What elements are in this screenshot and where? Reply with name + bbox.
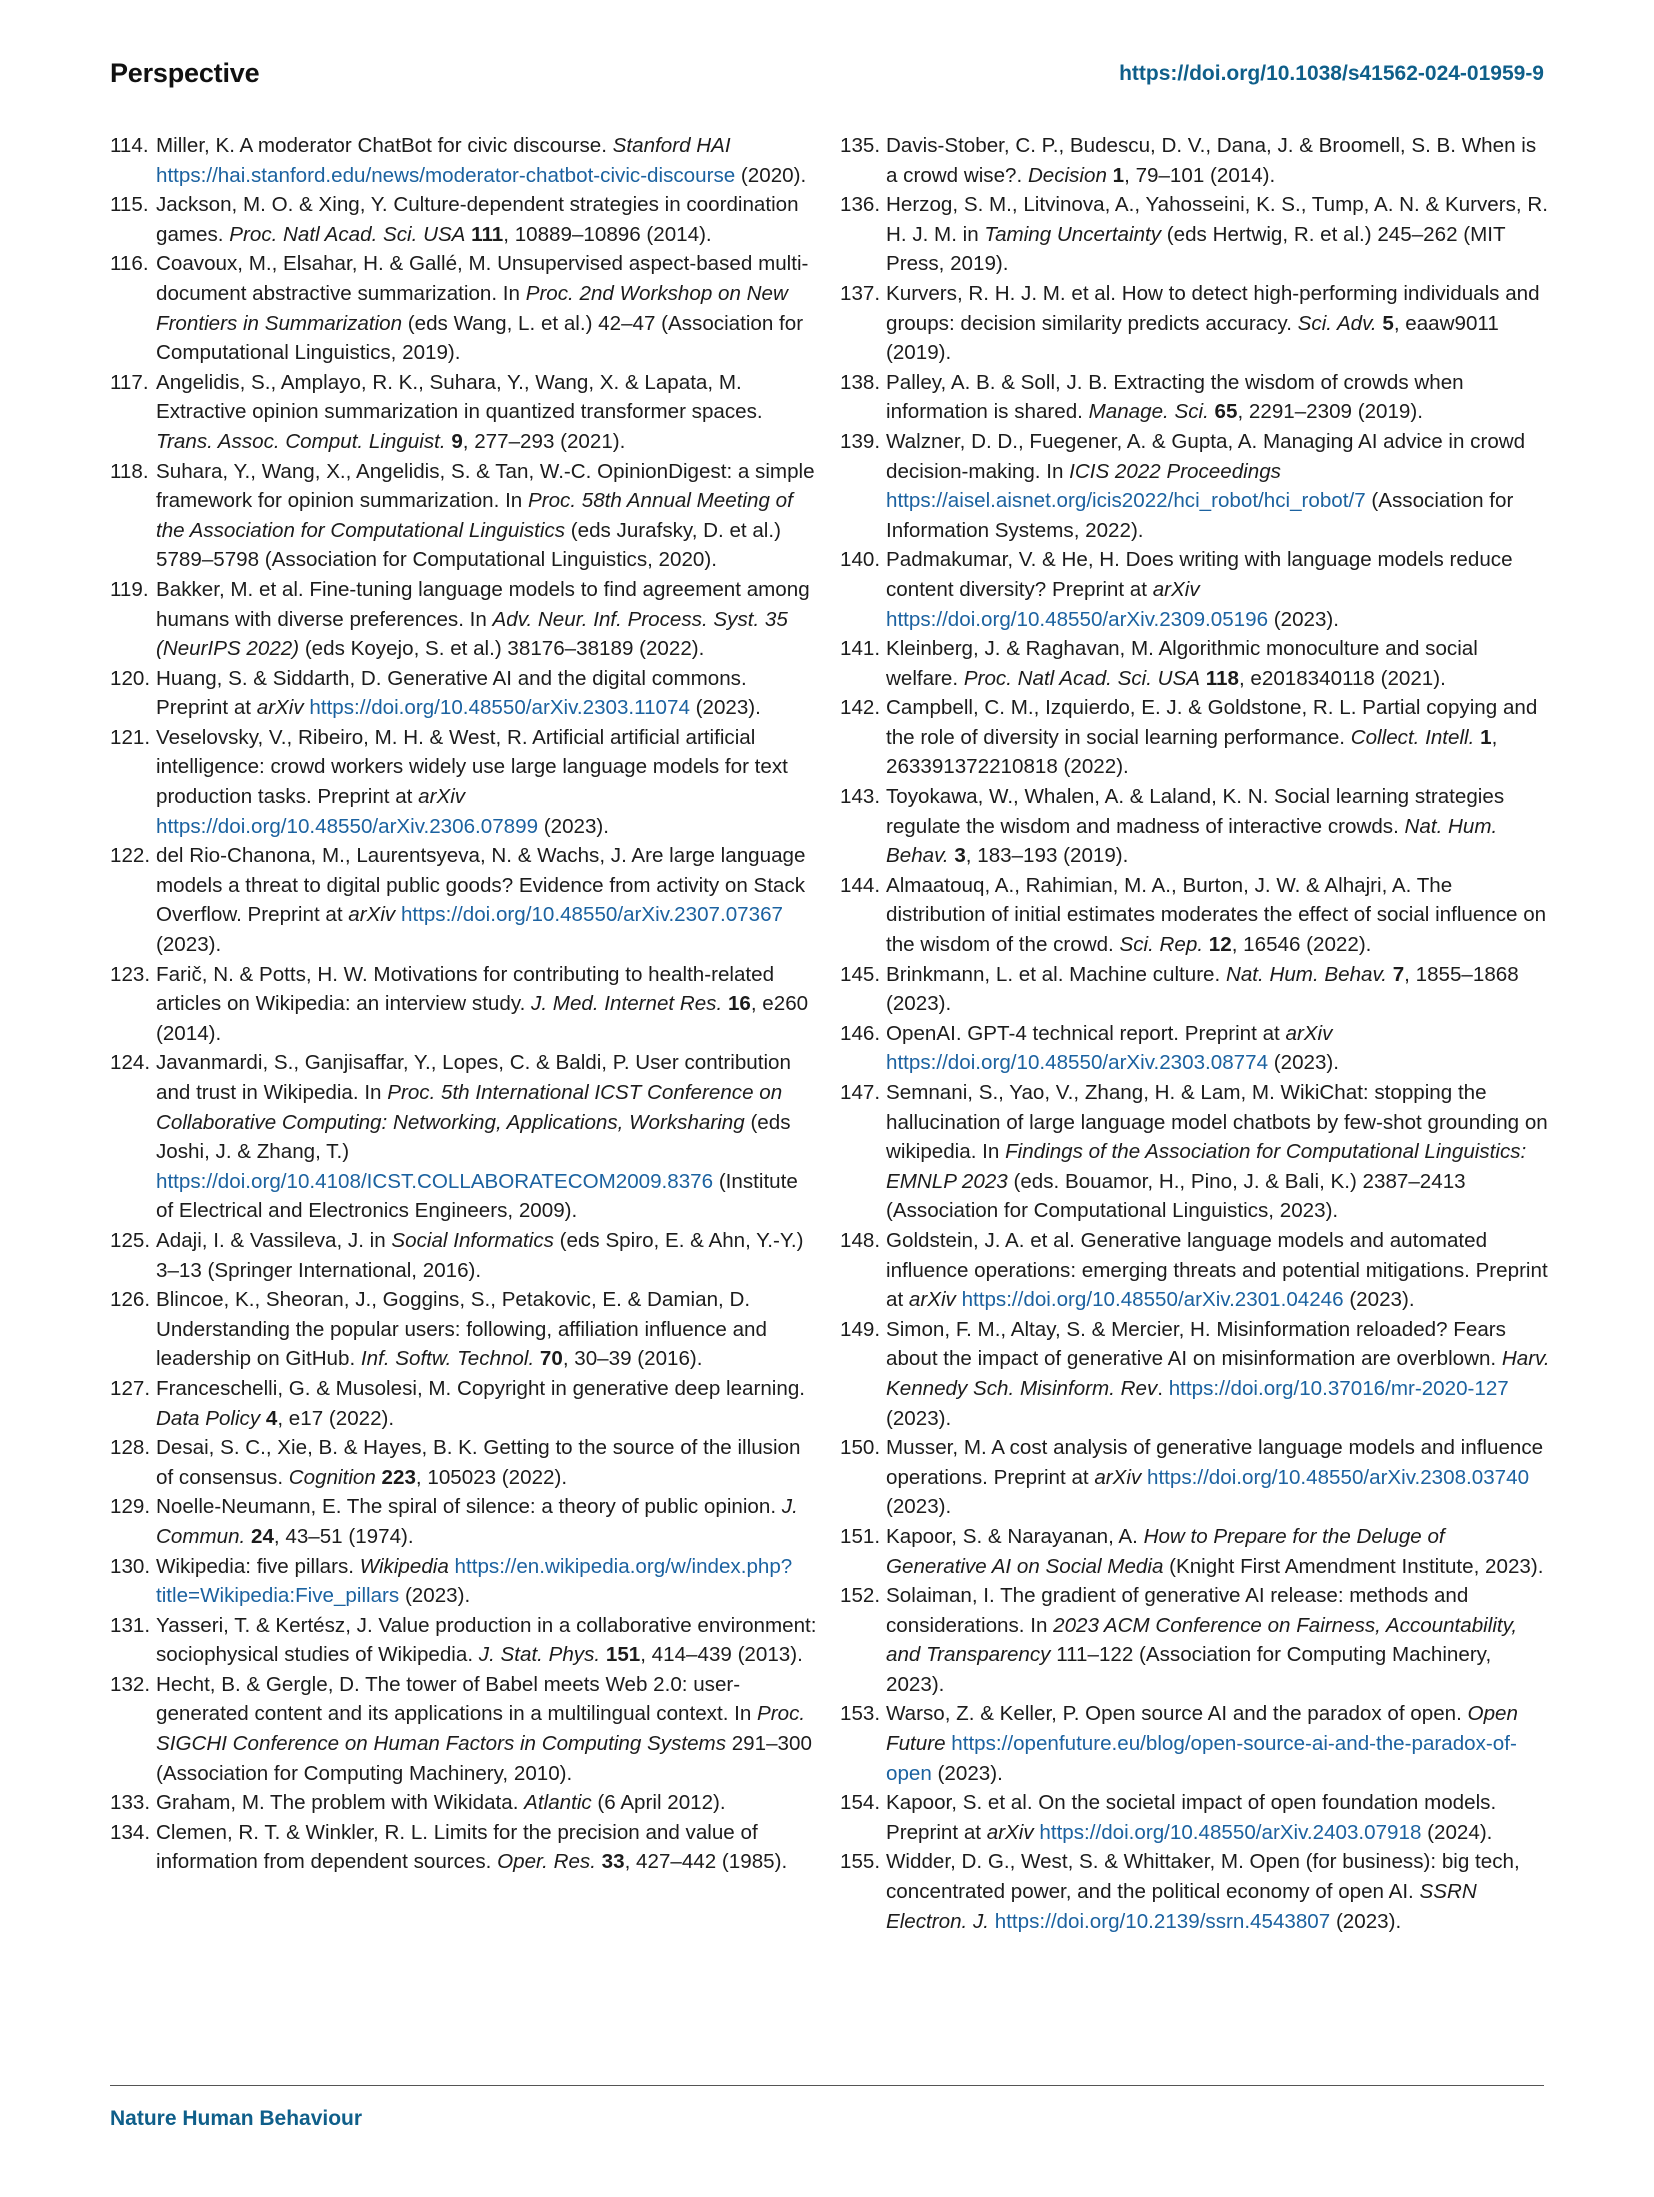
reference-number: 121. [110, 725, 151, 749]
reference-segment: . [1157, 1376, 1169, 1400]
reference-item [110, 1670, 820, 1788]
reference-segment: (2023). [538, 814, 610, 838]
reference-link[interactable]: https://doi.org/10.48550/arXiv.2303.11074 [309, 696, 690, 720]
reference-number: 142. [840, 696, 881, 720]
reference-item [110, 1492, 820, 1551]
reference-italic-text: Data Policy [156, 1406, 261, 1430]
reference-item [840, 1522, 1550, 1581]
reference-italic-text: arXiv [1285, 1021, 1333, 1045]
reference-link[interactable]: https://doi.org/10.37016/mr-2020-127 [1168, 1376, 1509, 1400]
reference-text [156, 1229, 804, 1282]
reference-volume: 12 [1208, 933, 1232, 957]
reference-italic-text: arXiv [1152, 577, 1200, 601]
reference-text [886, 696, 1537, 778]
reference-number: 145. [840, 962, 881, 986]
reference-segment: Semnani, S., Yao, V., Zhang, H. & Lam, M. WikiChat: stopping the hallucination of large language model chatbots by few-shot grounding on wikipedia. In [886, 1081, 1548, 1164]
reference-text [156, 667, 761, 720]
reference-segment: Kleinberg, J. & Raghavan, M. Algorithmic monoculture and social welfare. [886, 637, 1478, 690]
reference-italic-text: arXiv [256, 696, 304, 720]
reference-segment: Walzner, D. D., Fuegener, A. & Gupta, A. Managing AI advice in crowd decision-making. In [886, 429, 1526, 483]
reference-segment: (2023). [1268, 1051, 1340, 1075]
reference-item [110, 1788, 820, 1818]
reference-italic-text: J. Med. Internet Res. [531, 992, 723, 1016]
reference-number: 123. [110, 962, 151, 986]
reference-segment: (Knight First Amendment Institute, 2023). [1163, 1554, 1544, 1578]
reference-segment: Jackson, M. O. & Xing, Y. Culture-dependent strategies in coordination games. [156, 193, 799, 246]
reference-segment: Noelle-Neumann, E. The spiral of silence: a theory of public opinion. [156, 1495, 782, 1519]
reference-item [110, 457, 820, 575]
reference-number: 148. [840, 1228, 881, 1252]
reference-item [110, 1374, 820, 1433]
reference-segment: , eaaw9011 (2019). [886, 311, 1499, 365]
reference-segment: Javanmardi, S., Ganjisaffar, Y., Lopes, C. & Baldi, P. User contribution and trust in Wikipedia. In [156, 1051, 791, 1104]
reference-italic-text: Social Informatics [391, 1228, 554, 1252]
reference-italic-text: Trans. Assoc. Comput. Linguist. [156, 429, 446, 453]
reference-italic-text: Taming Uncertainty [984, 222, 1162, 246]
reference-segment: , 79–101 (2014). [1124, 163, 1276, 187]
reference-text [156, 578, 810, 660]
reference-segment: , 16546 (2022). [1231, 933, 1372, 957]
reference-italic-text: Inf. Softw. Technol. [360, 1347, 535, 1371]
reference-segment: , 263391372210818 (2022). [886, 725, 1498, 779]
reference-italic-text: Proc. 2nd Workshop on New Frontiers in Summarization [156, 281, 788, 335]
reference-item [840, 131, 1550, 190]
reference-text [886, 193, 1548, 275]
reference-segment: , 183–193 (2019). [965, 844, 1129, 868]
reference-number: 122. [110, 844, 151, 868]
reference-item [840, 1315, 1550, 1433]
reference-italic-text: arXiv [418, 785, 466, 809]
reference-item [840, 693, 1550, 782]
reference-item [840, 427, 1550, 545]
reference-link[interactable]: https://doi.org/10.48550/arXiv.2307.07367 [400, 903, 783, 927]
reference-segment: Goldstein, J. A. et al. Generative language models and automated influence operations: emerging threats and potential mitigations. Preprint at [886, 1228, 1548, 1312]
reference-item [110, 1552, 820, 1611]
reference-segment: Suhara, Y., Wang, X., Angelidis, S. & Tan, W.-C. OpinionDigest: a simple framework for opinion summarization. In [156, 459, 815, 513]
reference-link[interactable]: https://doi.org/10.48550/arXiv.2303.08774 [886, 1051, 1269, 1075]
reference-item [840, 279, 1550, 368]
reference-segment: (Institute of Electrical and Electronics Engineers, 2009). [156, 1169, 798, 1223]
reference-volume: 118 [1205, 666, 1239, 690]
reference-segment: (eds. Bouamor, H., Pino, J. & Bali, K.) 2387–2413 (Association for Computational Linguistics, 2023). [886, 1169, 1466, 1223]
reference-number: 126. [110, 1288, 151, 1312]
reference-text [156, 963, 808, 1045]
reference-segment: (2023). [689, 696, 761, 720]
reference-italic-text: Harv. Kennedy Sch. Misinform. Rev [886, 1347, 1550, 1400]
reference-text [886, 1022, 1339, 1075]
reference-link[interactable]: https://doi.org/10.48550/arXiv.2403.07918 [1039, 1820, 1422, 1844]
reference-segment: (eds Spiro, E. & Ahn, Y.-Y.) 3–13 (Springer International, 2016). [156, 1228, 804, 1282]
reference-text [886, 1081, 1548, 1222]
reference-number: 146. [840, 1021, 881, 1045]
reference-link[interactable]: https://hai.stanford.edu/news/moderator-chatbot-civic-discourse [156, 163, 736, 187]
reference-segment: , 2291–2309 (2019). [1237, 400, 1423, 424]
reference-text [156, 1495, 798, 1548]
reference-italic-text: Nat. Hum. Behav. [1225, 962, 1387, 986]
reference-number: 134. [110, 1820, 151, 1844]
reference-number: 152. [840, 1584, 881, 1608]
reference-italic-text: Open Future [886, 1702, 1518, 1756]
reference-segment: Huang, S. & Siddarth, D. Generative AI and the digital commons. Preprint at [156, 666, 747, 720]
reference-italic-text: Collect. Intell. [1350, 725, 1475, 749]
reference-number: 140. [840, 548, 881, 572]
reference-segment: , 1855–1868 (2023). [886, 962, 1519, 1016]
reference-italic-text: arXiv [348, 903, 396, 927]
reference-number: 124. [110, 1051, 151, 1075]
reference-segment: , 277–293 (2021). [462, 429, 626, 453]
page-header [110, 58, 1544, 98]
reference-segment: Blincoe, K., Sheoran, J., Goggins, S., Petakovic, E. & Damian, D. Understanding the popular users: following, affiliation influence and leadership on GitHub. [156, 1288, 767, 1371]
reference-segment: (eds Koyejo, S. et al.) 38176–38189 (2022). [299, 637, 705, 661]
reference-number: 120. [110, 666, 151, 690]
reference-item [840, 782, 1550, 871]
reference-number: 115. [110, 193, 149, 217]
reference-segment: , 105023 (2022). [415, 1465, 568, 1489]
reference-item [840, 634, 1550, 693]
reference-segment: , e17 (2022). [277, 1406, 395, 1430]
reference-number: 128. [110, 1436, 151, 1460]
reference-segment: , 43–51 (1974). [273, 1524, 414, 1548]
reference-item [840, 190, 1550, 279]
reference-volume: 111 [471, 222, 504, 246]
reference-segment: Graham, M. The problem with Wikidata. [156, 1791, 525, 1815]
reference-segment: Kapoor, S. et al. On the societal impact of open foundation models. Preprint at [886, 1791, 1497, 1844]
reference-segment: , 414–439 (2013). [640, 1643, 803, 1667]
reference-number: 129. [110, 1495, 151, 1519]
reference-segment: Campbell, C. M., Izquierdo, E. J. & Goldstone, R. L. Partial copying and the role of diversity in social learning performance. [886, 696, 1538, 749]
reference-number: 118. [110, 459, 149, 483]
reference-text [156, 1791, 726, 1814]
reference-text [886, 548, 1513, 630]
reference-link[interactable]: https://doi.org/10.2139/ssrn.4543807 [994, 1909, 1331, 1933]
reference-segment: (eds Jurafsky, D. et al.) 5789–5798 (Association for Computational Linguistics, 2020). [156, 518, 781, 572]
reference-italic-text: SSRN Electron. J. [886, 1880, 1477, 1933]
reference-text [886, 785, 1504, 867]
reference-italic-text: 2023 ACM Conference on Fairness, Accountability, and Transparency [886, 1613, 1518, 1667]
reference-item [840, 1226, 1550, 1315]
reference-text [886, 430, 1525, 542]
reference-number: 150. [840, 1436, 881, 1460]
journal-name: Nature Human Behaviour [110, 2107, 363, 2130]
reference-segment: Miller, K. A moderator ChatBot for civic discourse. [156, 134, 613, 157]
reference-item [840, 1699, 1550, 1788]
reference-item [840, 1581, 1550, 1699]
reference-number: 135. [840, 134, 881, 157]
reference-number: 117. [110, 370, 149, 394]
reference-item [110, 575, 820, 664]
reference-segment: 111–122 (Association for Computing Machinery, 2023). [886, 1643, 1492, 1696]
reference-text [886, 1584, 1517, 1696]
reference-list-left [110, 131, 820, 1877]
reference-text [156, 1288, 767, 1370]
reference-segment: , e2018340118 (2021). [1238, 666, 1446, 690]
reference-segment: Wikipedia: five pillars. [156, 1554, 360, 1578]
reference-item [110, 723, 820, 841]
reference-segment: (2023). [1343, 1288, 1415, 1312]
reference-item [110, 368, 820, 457]
reference-item [840, 1078, 1550, 1226]
reference-segment: , 427–442 (1985). [624, 1850, 788, 1874]
reference-text [156, 1673, 812, 1785]
reference-number: 131. [110, 1613, 151, 1637]
reference-link[interactable]: https://openfuture.eu/blog/open-source-ai-and-the-paradox-of-open [886, 1732, 1517, 1785]
reference-number: 136. [840, 193, 881, 217]
reference-text [886, 1229, 1548, 1311]
reference-list-right [840, 131, 1550, 1936]
reference-segment: (2020). [735, 163, 807, 187]
reference-item [110, 841, 820, 959]
reference-volume: 16 [727, 992, 751, 1016]
reference-segment: Kurvers, R. H. J. M. et al. How to detect high-performing individuals and groups: decision similarity predicts accuracy. [886, 281, 1540, 335]
reference-segment: (2023). [1330, 1909, 1402, 1933]
reference-italic-text: Wikipedia [359, 1554, 449, 1578]
reference-item [110, 664, 820, 723]
reference-italic-text: How to Prepare for the Deluge of Generative AI on Social Media [886, 1524, 1445, 1578]
reference-item [110, 1818, 820, 1877]
reference-italic-text: J. Stat. Phys. [478, 1643, 601, 1667]
reference-italic-text: Proc. SIGCHI Conference on Human Factors in Computing Systems [156, 1702, 806, 1756]
reference-item [110, 960, 820, 1049]
reference-item [110, 1433, 820, 1492]
reference-text [886, 637, 1478, 690]
reference-number: 147. [840, 1081, 881, 1104]
footer-divider [110, 2085, 1544, 2086]
reference-number: 149. [840, 1317, 881, 1341]
reference-segment: (2023). [931, 1761, 1003, 1785]
reference-segment: (2023). [399, 1584, 471, 1608]
reference-segment: (2023). [886, 1406, 952, 1430]
references-column-left [110, 131, 820, 1877]
article-doi-link[interactable]: https://doi.org/10.1038/s41562-024-01959-9 [1119, 62, 1544, 85]
references-column-right [840, 131, 1550, 1936]
reference-number: 153. [840, 1702, 881, 1726]
reference-text [156, 1377, 805, 1430]
reference-italic-text: Stanford HAI [612, 134, 731, 157]
reference-segment: (6 April 2012). [591, 1791, 726, 1815]
reference-segment: Toyokawa, W., Whalen, A. & Laland, K. N. Social learning strategies regulate the wisdom and madness of interactive crowds. [886, 785, 1505, 838]
reference-text [156, 134, 806, 187]
reference-segment: Brinkmann, L. et al. Machine culture. [886, 962, 1226, 986]
reference-number: 114. [110, 134, 149, 157]
reference-text [886, 963, 1519, 1016]
reference-segment: Adaji, I. & Vassileva, J. in [156, 1228, 392, 1252]
reference-italic-text: Oper. Res. [497, 1850, 596, 1874]
reference-volume: 1 [1112, 163, 1125, 187]
reference-text [156, 252, 808, 364]
reference-item [110, 249, 820, 367]
reference-item [110, 1285, 820, 1374]
reference-text [886, 1850, 1520, 1932]
reference-volume: 70 [539, 1347, 563, 1371]
reference-item [840, 368, 1550, 427]
reference-segment: Desai, S. C., Xie, B. & Hayes, B. K. Getting to the source of the illusion of consensus. [156, 1436, 801, 1489]
reference-segment: (2024). [1421, 1820, 1493, 1844]
reference-number: 141. [840, 637, 881, 661]
reference-segment: Davis-Stober, C. P., Budescu, D. V., Dana, J. & Broomell, S. B. When is a crowd wise?. [886, 134, 1537, 187]
reference-segment: , 10889–10896 (2014). [503, 222, 712, 246]
reference-italic-text: Proc. 58th Annual Meeting of the Association for Computational Linguistics [156, 489, 793, 542]
reference-segment: Clemen, R. T. & Winkler, R. L. Limits for the precision and value of information from dependent sources. [156, 1820, 758, 1874]
reference-item [840, 1788, 1550, 1847]
reference-italic-text: Sci. Rep. [1119, 933, 1204, 957]
reference-text [156, 1555, 792, 1608]
reference-text [156, 1051, 798, 1222]
reference-text [886, 371, 1464, 424]
reference-italic-text: ICIS 2022 Proceedings [1069, 459, 1281, 483]
reference-volume: 7 [1392, 962, 1405, 986]
reference-italic-text: Nat. Hum. Behav. [886, 814, 1498, 868]
reference-segment: (eds Joshi, J. & Zhang, T.) [156, 1110, 791, 1164]
reference-italic-text: Cognition [288, 1465, 376, 1489]
reference-text [886, 1702, 1518, 1784]
reference-italic-text: Proc. Natl Acad. Sci. USA [229, 222, 466, 246]
reference-volume: 3 [954, 844, 966, 868]
reference-volume: 223 [381, 1465, 416, 1489]
reference-text [156, 193, 799, 246]
reference-segment: Veselovsky, V., Ribeiro, M. H. & West, R. Artificial artificial artificial intelligence: crowd workers widely use large language models for text production tasks. Preprint at [156, 725, 788, 809]
reference-text [886, 1318, 1550, 1430]
reference-volume: 65 [1214, 400, 1238, 424]
reference-item [840, 1019, 1550, 1078]
reference-italic-text: Manage. Sci. [1088, 400, 1209, 424]
reference-number: 138. [840, 370, 881, 394]
reference-link[interactable]: https://en.wikipedia.org/w/index.php?title=Wikipedia:Five_pillars [156, 1554, 793, 1608]
reference-link[interactable]: https://doi.org/10.48550/arXiv.2309.05196 [886, 607, 1269, 631]
reference-item [840, 1433, 1550, 1522]
reference-segment: (eds Hertwig, R. et al.) 245–262 (MIT Press, 2019). [886, 222, 1506, 276]
reference-volume: 9 [451, 429, 463, 453]
reference-italic-text: Findings of the Association for Computational Linguistics: EMNLP 2023 [886, 1140, 1527, 1193]
reference-text [886, 1525, 1543, 1578]
reference-segment: , e260 (2014). [156, 992, 809, 1045]
reference-segment: (2023). [1268, 607, 1340, 631]
reference-volume: 5 [1382, 311, 1394, 335]
reference-segment: Angelidis, S., Amplayo, R. K., Suhara, Y., Wang, X. & Lapata, M. Extractive opinion summarization in quantized transformer spaces. [156, 370, 763, 424]
reference-segment: (2023). [886, 1495, 952, 1519]
reference-segment: del Rio-Chanona, M., Laurentsyeva, N. & Wachs, J. Are large language models a threat to digital public goods? Evidence from activity on Stack Overflow. Preprint at [156, 844, 806, 927]
reference-number: 130. [110, 1554, 151, 1578]
reference-segment: Widder, D. G., West, S. & Whittaker, M. Open (for business): big tech, concentrated power, and the political economy of open AI. [886, 1850, 1520, 1904]
reference-text [156, 844, 805, 956]
reference-number: 133. [110, 1791, 151, 1815]
reference-item [110, 1611, 820, 1670]
reference-item [110, 131, 820, 190]
reference-number: 139. [840, 429, 881, 453]
reference-text [156, 1436, 800, 1489]
reference-item [840, 545, 1550, 634]
reference-text [156, 1821, 787, 1874]
reference-segment: , 30–39 (2016). [562, 1347, 703, 1371]
reference-segment: Simon, F. M., Altay, S. & Mercier, H. Misinformation reloaded? Fears about the impact of generative AI on misinformation are overblown. [886, 1317, 1506, 1371]
reference-text [156, 726, 788, 838]
reference-segment: Hecht, B. & Gergle, D. The tower of Babel meets Web 2.0: user-generated content and its applications in a multilingual context. In [156, 1672, 758, 1726]
reference-text [156, 1614, 816, 1667]
reference-segment: Almaatouq, A., Rahimian, M. A., Burton, J. W. & Alhajri, A. The distribution of initial estimates moderates the effect of social influence on the wisdom of the crowd. [886, 873, 1547, 957]
reference-segment: Solaiman, I. The gradient of generative AI release: methods and considerations. In [886, 1584, 1469, 1637]
reference-italic-text: arXiv [986, 1820, 1034, 1844]
reference-number: 155. [840, 1850, 881, 1874]
reference-volume: 4 [265, 1406, 278, 1430]
reference-segment: 291–300 (Association for Computing Machinery, 2010). [156, 1732, 812, 1785]
reference-segment: Coavoux, M., Elsahar, H. & Gallé, M. Unsupervised aspect-based multi-document abstractive summarization. In [156, 252, 809, 305]
reference-volume: 24 [251, 1524, 274, 1548]
reference-italic-text: Proc. 5th International ICST Conference on Collaborative Computing: Networking, Applications, Worksharing [156, 1081, 783, 1134]
reference-text [886, 1791, 1496, 1844]
reference-number: 119. [110, 577, 149, 601]
reference-item [110, 1048, 820, 1226]
reference-number: 116. [110, 252, 149, 276]
reference-segment: Herzog, S. M., Litvinova, A., Yahosseini, K. S., Tump, A. N. & Kurvers, R. H. J. M. in [886, 193, 1548, 246]
reference-segment: OpenAI. GPT-4 technical report. Preprint at [886, 1021, 1286, 1045]
reference-link[interactable]: https://doi.org/10.48550/arXiv.2301.04246 [961, 1288, 1344, 1312]
reference-italic-text: Sci. Adv. [1297, 311, 1377, 335]
reference-italic-text: Proc. Natl Acad. Sci. USA [963, 666, 1200, 690]
reference-segment: Bakker, M. et al. Fine-tuning language models to find agreement among humans with diverse preferences. In [156, 577, 810, 631]
reference-segment: (2023). [156, 933, 222, 957]
reference-segment: Musser, M. A cost analysis of generative language models and influence operations. Preprint at [886, 1436, 1544, 1489]
reference-link[interactable]: https://doi.org/10.48550/arXiv.2306.07899 [156, 814, 539, 838]
reference-segment: Padmakumar, V. & He, H. Does writing with language models reduce content diversity? Preprint at [886, 548, 1513, 601]
reference-number: 137. [840, 281, 881, 305]
section-label: Perspective [110, 58, 260, 88]
reference-item [840, 871, 1550, 960]
reference-volume: 1 [1480, 725, 1492, 749]
reference-item [110, 1226, 820, 1285]
reference-segment: (Association for Information Systems, 2022). [886, 489, 1514, 542]
reference-number: 125. [110, 1228, 151, 1252]
reference-link[interactable]: https://doi.org/10.48550/arXiv.2308.03740 [1147, 1465, 1530, 1489]
reference-italic-text: Atlantic [524, 1791, 592, 1815]
reference-italic-text: J. Commun. [156, 1495, 798, 1548]
reference-text [156, 460, 815, 572]
reference-number: 154. [840, 1791, 881, 1815]
reference-item [840, 960, 1550, 1019]
reference-volume: 151 [605, 1643, 641, 1667]
reference-number: 151. [840, 1524, 881, 1548]
reference-link[interactable]: https://doi.org/10.4108/ICST.COLLABORATECOM2009.8376 [156, 1169, 714, 1193]
reference-text [886, 282, 1540, 364]
reference-text [886, 874, 1546, 956]
reference-number: 143. [840, 785, 881, 809]
reference-text [156, 371, 763, 453]
reference-italic-text: arXiv [908, 1288, 956, 1312]
reference-item [110, 190, 820, 249]
reference-volume: 33 [601, 1850, 625, 1874]
reference-segment: Kapoor, S. & Narayanan, A. [886, 1524, 1144, 1548]
reference-segment: Palley, A. B. & Soll, J. B. Extracting the wisdom of crowds when information is shared. [886, 370, 1464, 424]
reference-segment: Warso, Z. & Keller, P. Open source AI and the paradox of open. [886, 1702, 1468, 1726]
reference-item [840, 1847, 1550, 1936]
reference-number: 144. [840, 873, 881, 897]
reference-segment: (eds Wang, L. et al.) 42–47 (Association for Computational Linguistics, 2019). [156, 311, 804, 365]
reference-text [886, 134, 1536, 187]
reference-segment: Franceschelli, G. & Musolesi, M. Copyright in generative deep learning. [156, 1376, 806, 1400]
reference-number: 132. [110, 1672, 151, 1696]
reference-number: 127. [110, 1376, 151, 1400]
reference-link[interactable]: https://aisel.aisnet.org/icis2022/hci_robot/hci_robot/7 [886, 489, 1366, 513]
reference-text [886, 1436, 1543, 1518]
reference-segment: Farič, N. & Potts, H. W. Motivations for contributing to health-related articles on Wikipedia: an interview study. [156, 962, 775, 1016]
reference-italic-text: arXiv [1094, 1465, 1142, 1489]
reference-segment: Yasseri, T. & Kertész, J. Value production in a collaborative environment: sociophysical studies of Wikipedia. [156, 1613, 817, 1667]
reference-italic-text: Decision [1027, 163, 1107, 187]
reference-italic-text: Adv. Neur. Inf. Process. Syst. 35 (NeurIPS 2022) [156, 607, 788, 661]
